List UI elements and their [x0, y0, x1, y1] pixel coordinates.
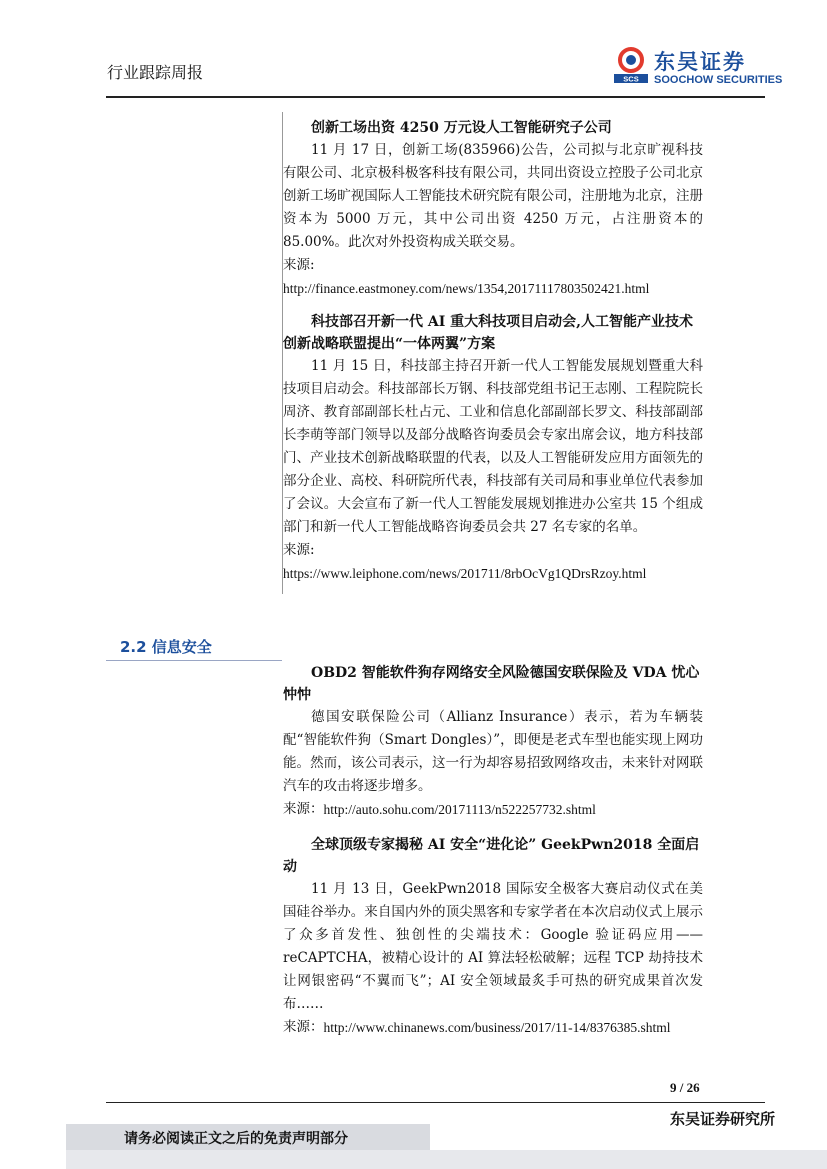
logo-en-text: SOOCHOW SECURITIES	[654, 74, 783, 86]
section-heading-info-security: 2.2 信息安全	[120, 638, 212, 656]
footer-org-name: 东吴证券研究所	[670, 1110, 776, 1128]
company-logo	[612, 46, 783, 90]
news-item-most-ai-project	[283, 311, 703, 585]
news-source-link[interactable]: http://www.chinanews.com/business/2017/11-14/8376385.shtml	[323, 1020, 671, 1035]
news-source-label: 来源:	[283, 542, 315, 558]
logo-cn-text: 东吴证券	[654, 50, 746, 74]
page-number: 9 / 26	[670, 1080, 700, 1095]
news-title: 全球顶级专家揭秘 AI 安全“进化论” GeekPwn2018 全面启动	[283, 837, 700, 875]
news-body: 11 月 13 日，GeekPwn2018 国际安全极客大赛启动仪式在美国硅谷举办。来自国内外的顶尖黑客和专家学者在本次启动仪式上展示了众多首发性、独创性的尖端技术：Google 验证码应用——reCAPTCHA，被精心设计的 AI 算法轻松破解；远程 TCP 劫持技术让网银密码“不翼而飞”；AI 安全领域最炙手可热的研究成果首次发布……	[283, 881, 703, 1012]
logo-mark-text: SCS	[623, 74, 639, 84]
news-source-row	[283, 798, 703, 821]
scs-logo-icon	[612, 46, 650, 84]
news-title: 科技部召开新一代 AI 重大科技项目启动会,人工智能产业技术创新战略联盟提出“一体两翼”方案	[283, 314, 694, 352]
news-source-row	[283, 1016, 703, 1039]
news-source-label: 来源:	[283, 257, 315, 273]
news-item-obd2-dongle	[283, 662, 703, 821]
footer-disclaimer: 请务必阅读正文之后的免责声明部分	[124, 1131, 348, 1147]
section-divider	[106, 660, 282, 661]
news-body: 11 月 15 日，科技部主持召开新一代人工智能发展规划暨重大科技项目启动会。科技部部长万钢、科技部党组书记王志刚、工程院院长周济、教育部副部长杜占元、工业和信息化部副部长罗文、科技部副部长李萌等部门领导以及部分战略咨询委员会专家出席会议，地方科技部门、产业技术创新战略联盟的代表，以及人工智能研发应用方面领先的部分企业、高校、科研院所代表，科技部有关司局和事业单位代表参加了会议。大会宣布了新一代人工智能发展规划推进办公室共 15 个组成部门和新一代人工智能战略咨询委员会共 27 名专家的名单。	[283, 358, 703, 535]
report-type-title: 行业跟踪周报	[107, 63, 204, 82]
news-body: 德国安联保险公司（Allianz Insurance）表示，若为车辆装配“智能软件狗（Smart Dongles）”，即便是老式车型也能实现上网功能。然而，该公司表示，这一行为却容易招致网络攻击，未来针对网联汽车的攻击将逐步增多。	[283, 709, 703, 794]
footer-band	[66, 1150, 827, 1169]
news-source-label: 来源：	[283, 801, 324, 817]
news-title: 创新工场出资 4250 万元设人工智能研究子公司	[311, 120, 612, 136]
news-title: OBD2 智能软件狗存网络安全风险德国安联保险及 VDA 忧心忡忡	[283, 665, 700, 703]
news-source-link[interactable]: https://www.leiphone.com/news/201711/8rbOcVg1QDrsRzoy.html	[283, 566, 647, 581]
news-source-label: 来源：	[283, 1019, 324, 1035]
header-divider	[106, 96, 765, 98]
news-source-link[interactable]: http://finance.eastmoney.com/news/1354,20171117803502421.html	[283, 281, 650, 296]
news-item-geekpwn	[283, 834, 703, 1039]
news-body: 11 月 17 日，创新工场(835966)公告，公司拟与北京旷视科技有限公司、北京极科极客科技有限公司，共同出资设立控股子公司北京创新工场旷视国际人工智能技术研究院有限公司，注册地为北京，注册资本为 5000 万元，其中公司出资 4250 万元，占注册资本的 85.00%。此次对外投资构成关联交易。	[283, 142, 703, 250]
footer-divider	[106, 1102, 765, 1103]
news-source-link[interactable]: http://auto.sohu.com/20171113/n522257732.shtml	[323, 802, 596, 817]
news-item-innovation-works	[283, 117, 703, 300]
